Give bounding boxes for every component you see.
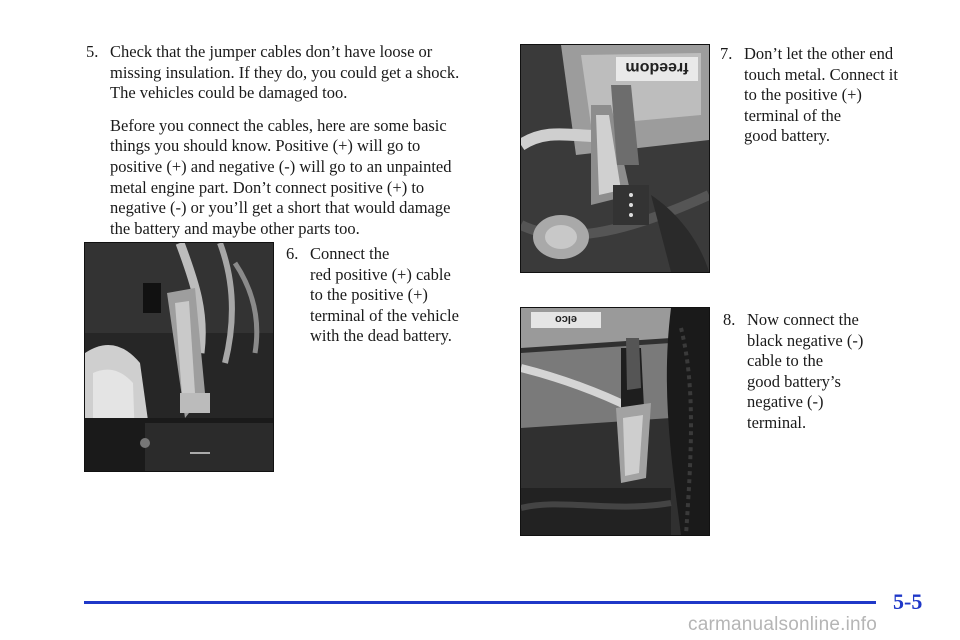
step-6-text xyxy=(310,244,486,347)
text-line: good battery’s xyxy=(747,371,841,391)
text-line: missing insulation. If they do, you could get a shock. xyxy=(110,62,460,82)
step-7 xyxy=(720,44,940,147)
step-8 xyxy=(723,310,923,434)
text-line: negative (-) xyxy=(747,392,824,412)
text-line: the battery and maybe other parts too. xyxy=(110,218,360,238)
text-line: to the positive (+) xyxy=(310,285,428,305)
text-line: The vehicles could be damaged too. xyxy=(110,83,348,103)
battery-photo-illustration xyxy=(521,45,709,272)
step-number: 5. xyxy=(86,42,99,61)
text-line: negative (-) or you’ll get a short that would damage xyxy=(110,198,451,218)
text-line: terminal of the vehicle xyxy=(310,305,459,325)
text-line: black negative (-) xyxy=(747,330,864,350)
footer-rule xyxy=(84,601,876,604)
battery-brand-label: elco xyxy=(554,313,578,325)
text-line: Don’t let the other end xyxy=(744,44,894,63)
battery-brand-label: freedom xyxy=(625,59,689,76)
text-line: touch metal. Connect it xyxy=(744,64,898,84)
step-8-text xyxy=(747,310,923,434)
text-line: Now connect the xyxy=(747,310,859,329)
step-6 xyxy=(286,244,486,347)
photo-dead-battery-positive-clamp xyxy=(84,242,274,472)
text-line: with the dead battery. xyxy=(310,326,452,346)
step-number: 6. xyxy=(286,244,299,263)
step-number: 7. xyxy=(720,44,733,63)
text-line: good battery. xyxy=(744,126,830,146)
text-line: red positive (+) cable xyxy=(310,264,451,284)
photo-good-battery-positive-clamp xyxy=(520,44,710,273)
text-line: terminal. xyxy=(747,412,807,432)
text-line: things you should know. Positive (+) will go to xyxy=(110,136,421,156)
text-line: to the positive (+) xyxy=(744,85,862,105)
watermark-text: carmanualsonline.info xyxy=(688,614,878,635)
text-line: Before you connect the cables, here are some basic xyxy=(110,115,447,135)
text-line: Connect the xyxy=(310,244,390,263)
page-number: 5-5 xyxy=(893,589,923,614)
step-7-text xyxy=(744,44,940,147)
text-line: metal engine part. Don’t connect positive (+) to xyxy=(110,177,425,197)
engine-photo-illustration xyxy=(85,243,273,471)
text-line: cable to the xyxy=(747,351,824,371)
negative-clamp-photo-illustration xyxy=(521,308,709,535)
step-5 xyxy=(86,42,506,239)
text-line: terminal of the xyxy=(744,105,842,125)
text-line: positive (+) and negative (-) will go to an unpainted xyxy=(110,156,452,176)
photo-good-battery-negative-clamp xyxy=(520,307,710,536)
step-5-text xyxy=(110,42,506,239)
step-number: 8. xyxy=(723,310,736,329)
text-line: Check that the jumper cables don’t have loose or xyxy=(110,42,433,61)
